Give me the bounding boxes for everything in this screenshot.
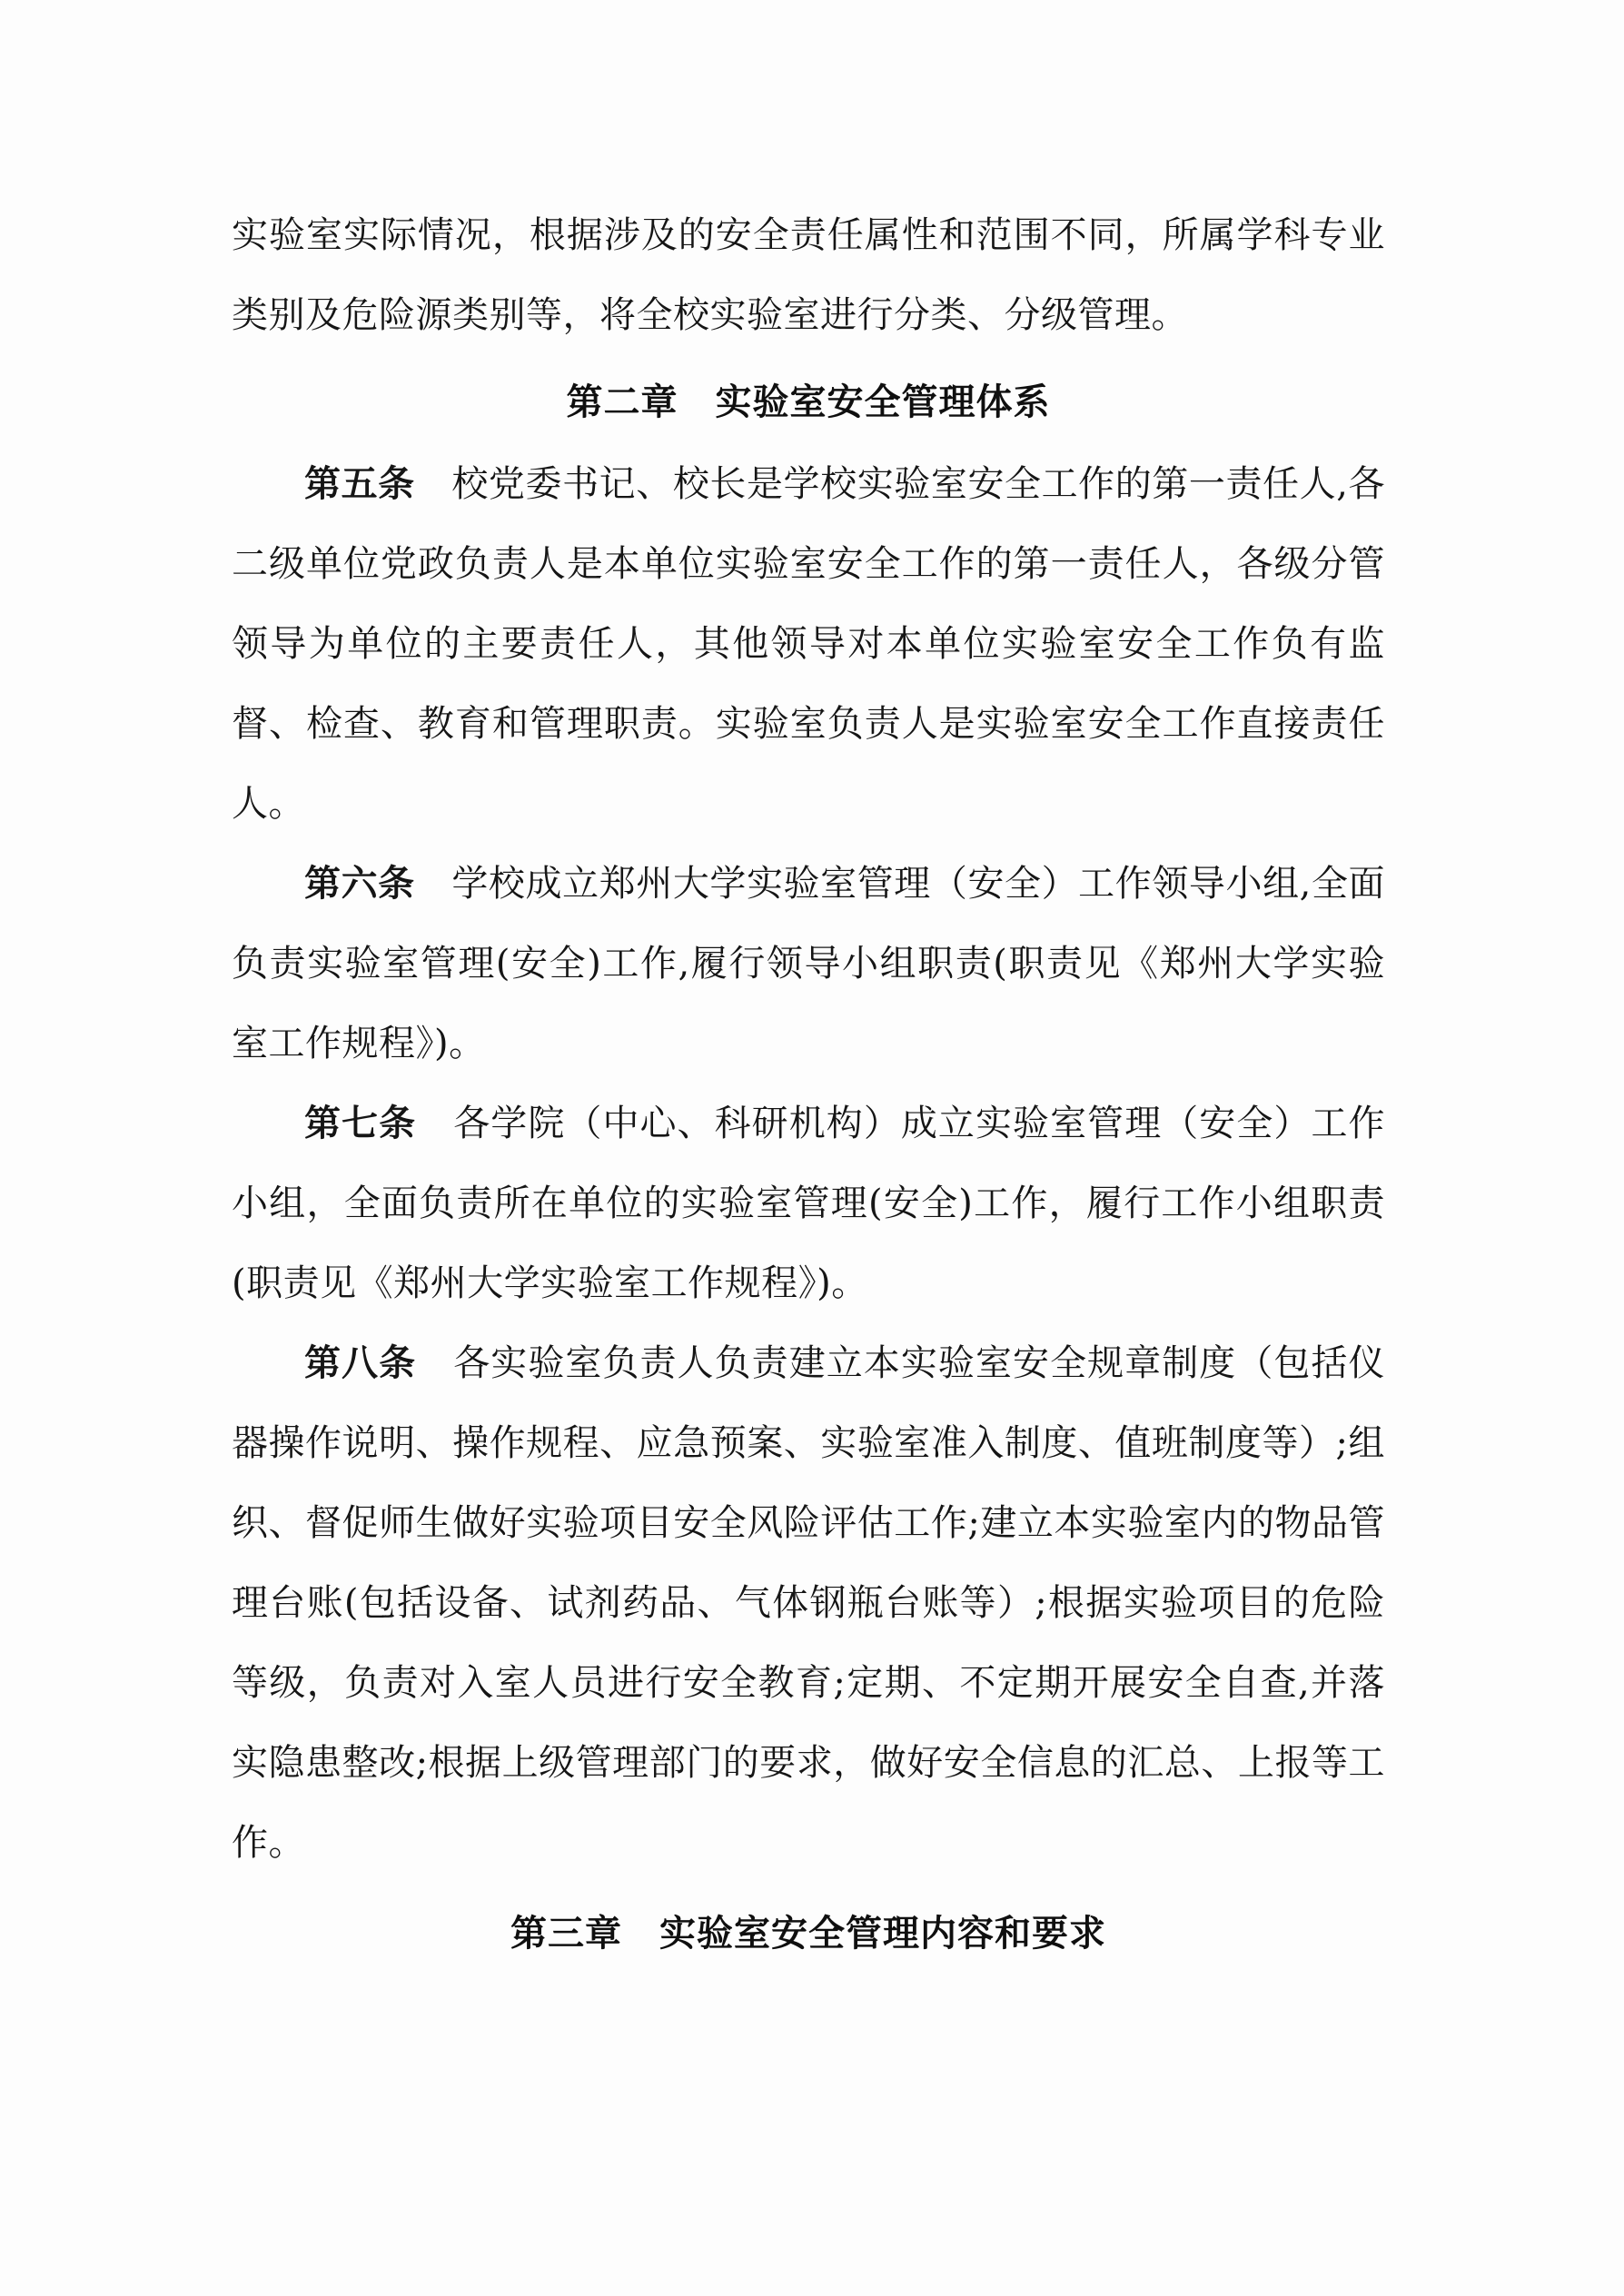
spacer: [232, 1883, 1385, 1892]
article-eight-label: 第八条: [304, 1342, 417, 1384]
article-eight-text: 各实验室负责人负责建立本实验室安全规章制度（包括仪器操作说明、操作规程、应急预案、实验室准入制度、值班制度等）;组织、督促师生做好实验项目安全风险评估工作;建立本实验室内的物品管理台账(包括设备、试剂药品、气体钢瓶台账等）;根据实验项目的危险等级，负责对入室人员进行安全教育;定期、不定期开展安全自查,并落实隐患整改;根据上级管理部门的要求，做好安全信息的汇总、上报等工作。: [232, 1342, 1386, 1864]
chapter-three-heading: 第三章 实验室安全管理内容和要求: [510, 1913, 1106, 1955]
article-six-paragraph: [232, 844, 1385, 1084]
article-five-label: 第五条: [304, 463, 415, 505]
article-six-text: 学校成立郑州大学实验室管理（安全）工作领导小组,全面负责实验室管理(安全)工作,履行领导小组职责(职责见《郑州大学实验室工作规程》)。: [232, 863, 1386, 1064]
page-content: [232, 195, 1385, 1979]
article-seven-label: 第七条: [304, 1103, 417, 1144]
spacer: [232, 1975, 1385, 1979]
article-seven-text: 各学院（中心、科研机构）成立实验室管理（安全）工作小组，全面负责所在单位的实验室管理(安全)工作，履行工作小组职责(职责见《郑州大学实验室工作规程》)。: [232, 1103, 1386, 1304]
paragraph-continued: 实验室实际情况，根据涉及的安全责任属性和范围不同，所属学科专业类别及危险源类别等，将全校实验室进行分类、分级管理。: [232, 214, 1385, 336]
article-eight-paragraph: [232, 1323, 1385, 1883]
article-five-paragraph: [232, 444, 1385, 844]
article-six-label: 第六条: [304, 863, 415, 905]
article-seven-paragraph: [232, 1084, 1385, 1323]
chapter-two-heading: 第二章 实验室安全管理体系: [566, 381, 1051, 423]
article-five-text: 校党委书记、校长是学校实验室安全工作的第一责任人,各二级单位党政负责人是本单位实验室安全工作的第一责任人，各级分管领导为单位的主要责任人，其他领导对本单位实验室安全工作负有监督、检查、教育和管理职责。实验室负责人是实验室安全工作直接责任人。: [232, 463, 1386, 825]
